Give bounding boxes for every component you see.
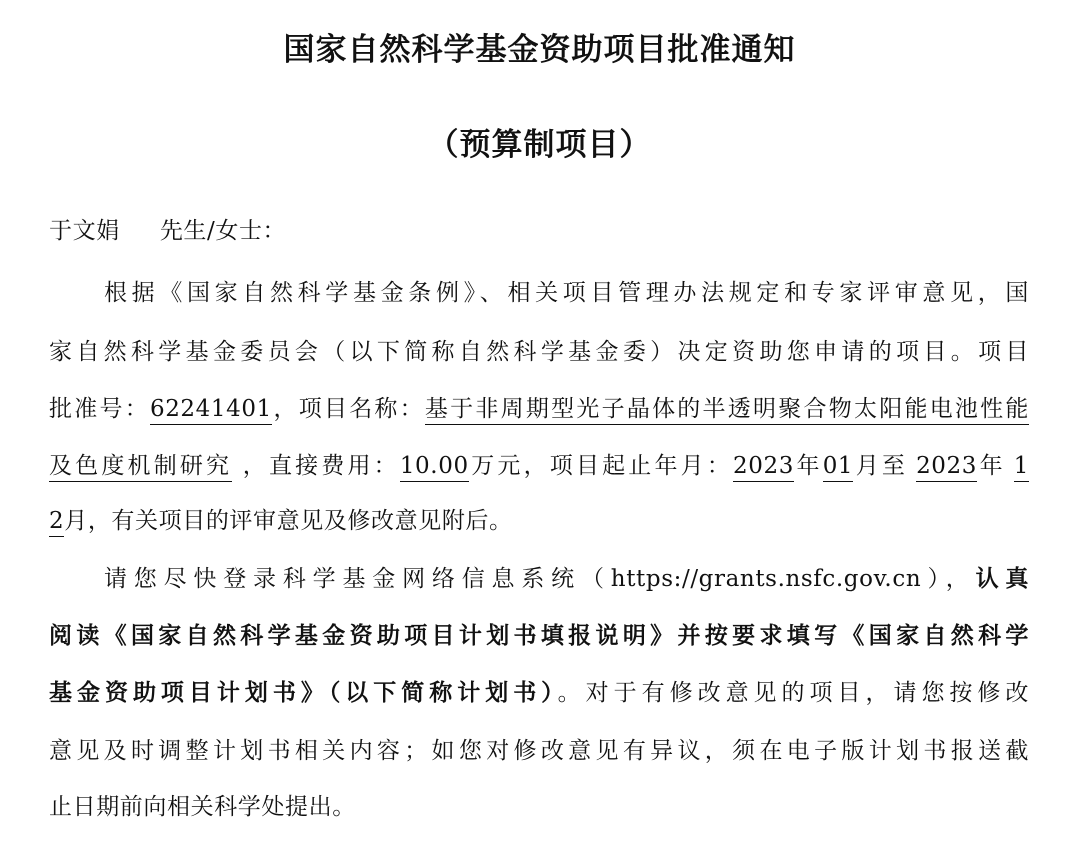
start-year: 2023 — [733, 453, 794, 482]
salutation — [49, 214, 1029, 248]
recipient-name: 于文娟 — [49, 218, 120, 244]
salutation-suffix: 先生/女士： — [159, 218, 287, 244]
start-month: 01 — [823, 453, 853, 482]
paragraph-2-line-5: 止日期前向相关科学处提出。 — [49, 794, 356, 820]
paragraph-1-line-4: 及色度机制研究 ，直接费用：10.00万元，项目起止年月：2023年01月至 2023年 1 — [49, 449, 1029, 483]
direct-cost: 10.00 — [400, 453, 469, 482]
paragraph-1-line-1: 根据《国家自然科学基金条例》、相关项目管理办法规定和专家评审意见，国 — [104, 280, 1029, 306]
paragraph-2-line-2: 阅读《国家自然科学基金资助项目计划书填报说明》并按要求填写《国家自然科学 — [49, 623, 1029, 649]
paragraph-1-line-2: 家自然科学基金委员会（以下简称自然科学基金委）决定资助您申请的项目。项目 — [49, 339, 1029, 365]
paragraph-1-line-5: 2月，有关项目的评审意见及修改意见附后。 — [49, 504, 1029, 538]
project-number: 62241401 — [150, 396, 272, 425]
paragraph-1-line-3: 批准号：62241401，项目名称：基于非周期型光子晶体的半透明聚合物太阳能电池性能 — [49, 392, 1029, 426]
project-name-continued: 及色度机制研究 — [49, 453, 232, 482]
document-title: 国家自然科学基金资助项目批准通知 — [283, 32, 796, 68]
end-year: 2023 — [916, 453, 977, 482]
end-month-continued: 2 — [49, 508, 64, 537]
paragraph-2-line-1: 请您尽快登录科学基金网络信息系统（https://grants.nsfc.gov.cn），认真 — [104, 566, 1029, 592]
project-name: 基于非周期型光子晶体的半透明聚合物太阳能电池性能 — [425, 396, 1029, 425]
paragraph-2-line-3: 基金资助项目计划书》（以下简称计划书）。对于有修改意见的项目，请您按修改 — [49, 680, 1029, 706]
end-month: 1 — [1014, 453, 1029, 482]
paragraph-2-line-4: 意见及时调整计划书相关内容；如您对修改意见有异议，须在电子版计划书报送截 — [49, 738, 1029, 764]
document-subtitle: （预算制项目） — [427, 127, 652, 163]
